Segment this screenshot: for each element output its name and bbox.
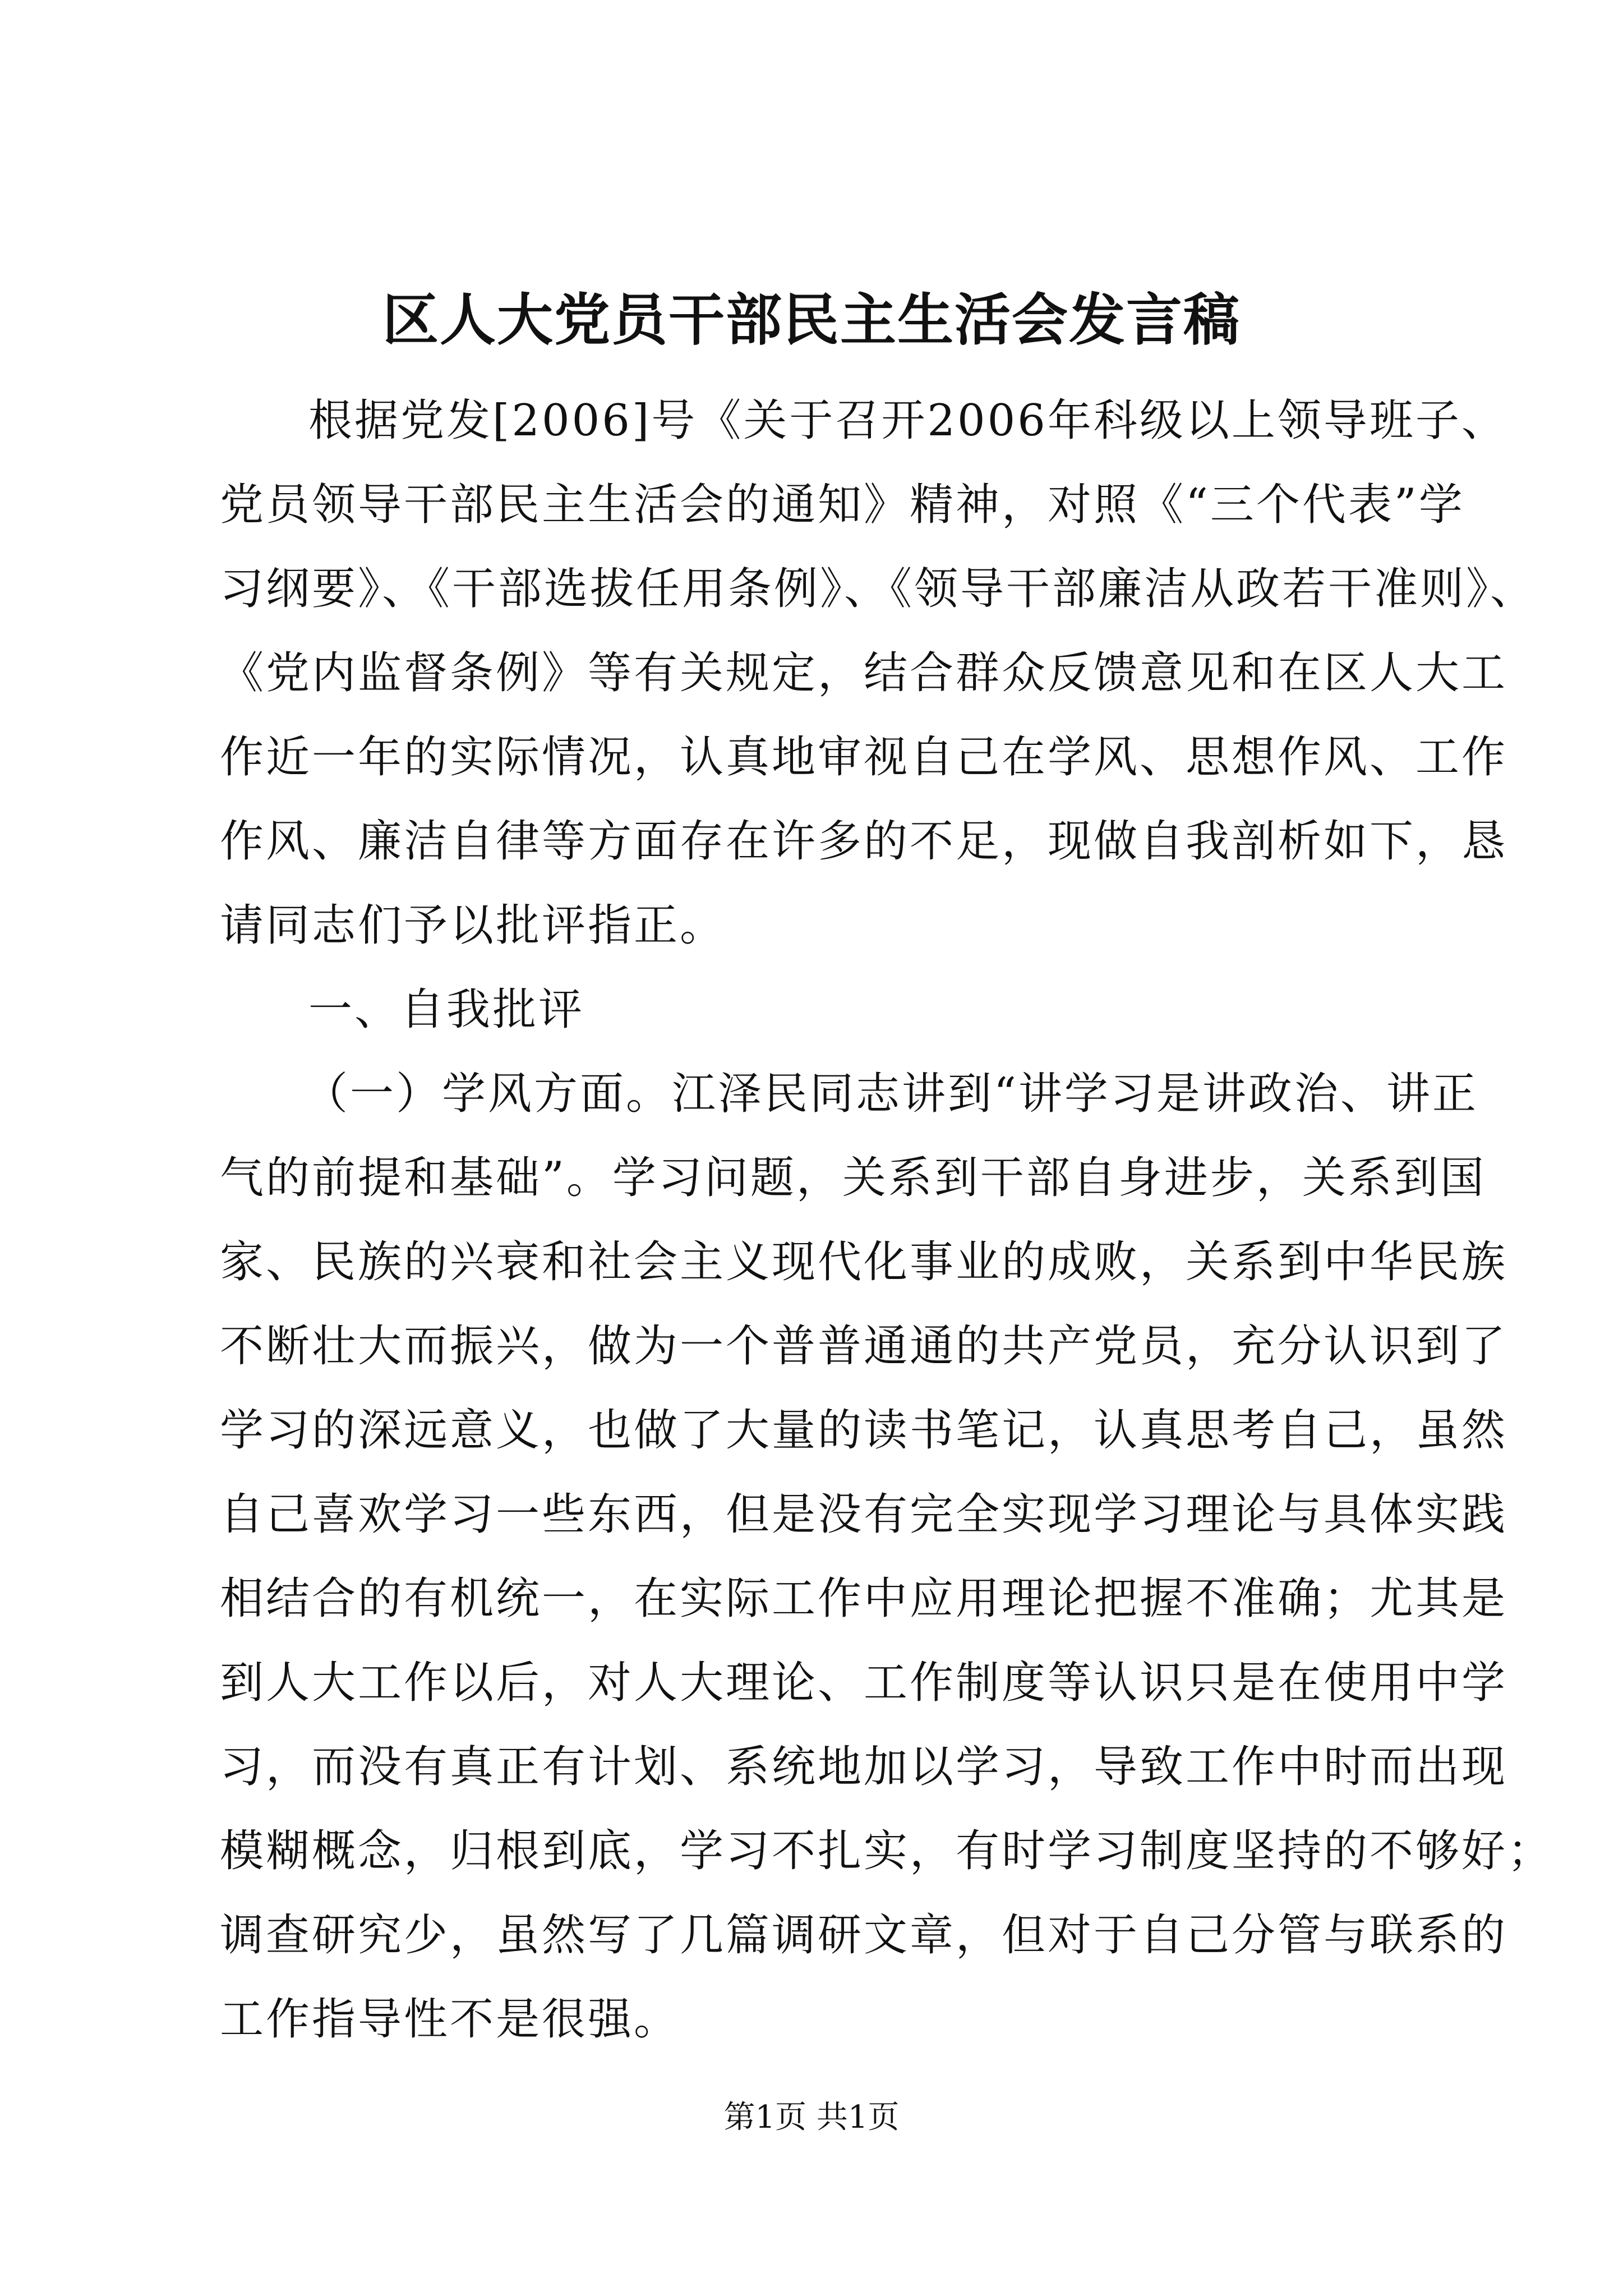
body-line-17: 习，而没有真正有计划、系统地加以学习，导致工作中时而出现 bbox=[220, 1742, 1508, 1792]
body-line-12: 不断壮大而振兴，做为一个普普通通的共产党员，充分认识到了 bbox=[220, 1321, 1508, 1372]
body-line-10: 气的前提和基础”。学习问题，关系到干部自身进步，关系到国 bbox=[220, 1153, 1486, 1203]
body-line-19: 调查研究少，虽然写了几篇调研文章，但对于自己分管与联系的 bbox=[220, 1910, 1508, 1961]
body-line-15: 相结合的有机统一，在实际工作中应用理论把握不准确；尤其是 bbox=[220, 1573, 1508, 1624]
body-line-1: 根据党发[2006]号《关于召开2006年科级以上领导班子、 bbox=[308, 395, 1507, 446]
body-line-18: 模糊概念，归根到底，学习不扎实，有时学习制度坚持的不够好； bbox=[220, 1826, 1554, 1876]
body-line-2: 党员领导干部民主生活会的通知》精神，对照《“三个代表”学 bbox=[220, 480, 1465, 530]
body-line-3: 习纲要》、《干部选拔任用条例》、《领导干部廉洁从政若干准则》、 bbox=[220, 564, 1537, 614]
body-line-20: 工作指导性不是很强。 bbox=[220, 1994, 680, 2045]
body-line-11: 家、民族的兴衰和社会主义现代化事业的成败，关系到中华民族 bbox=[220, 1237, 1508, 1287]
document-body bbox=[220, 379, 1554, 2062]
body-line-6: 作风、廉洁自律等方面存在许多的不足，现做自我剖析如下，恳 bbox=[220, 816, 1508, 867]
body-line-9: （一）学风方面。江泽民同志讲到“讲学习是讲政治、讲正 bbox=[304, 1069, 1478, 1119]
body-line-4: 《党内监督条例》等有关规定，结合群众反馈意见和在区人大工 bbox=[220, 648, 1508, 698]
body-line-5: 作近一年的实际情况，认真地审视自己在学风、思想作风、工作 bbox=[220, 732, 1508, 783]
body-line-14: 自己喜欢学习一些东西，但是没有完全实现学习理论与具体实践 bbox=[220, 1489, 1508, 1540]
document-title: 区人大党员干部民主生活会发言稿 bbox=[382, 287, 1241, 353]
section-heading: 一、自我批评 bbox=[308, 984, 585, 1035]
body-line-13: 学习的深远意义，也做了大量的读书笔记，认真思考自己，虽然 bbox=[220, 1405, 1508, 1456]
page-footer: 第1页 共1页 bbox=[723, 2099, 900, 2136]
body-line-7: 请同志们予以批评指正。 bbox=[220, 900, 726, 951]
body-line-16: 到人大工作以后，对人大理论、工作制度等认识只是在使用中学 bbox=[220, 1658, 1508, 1708]
